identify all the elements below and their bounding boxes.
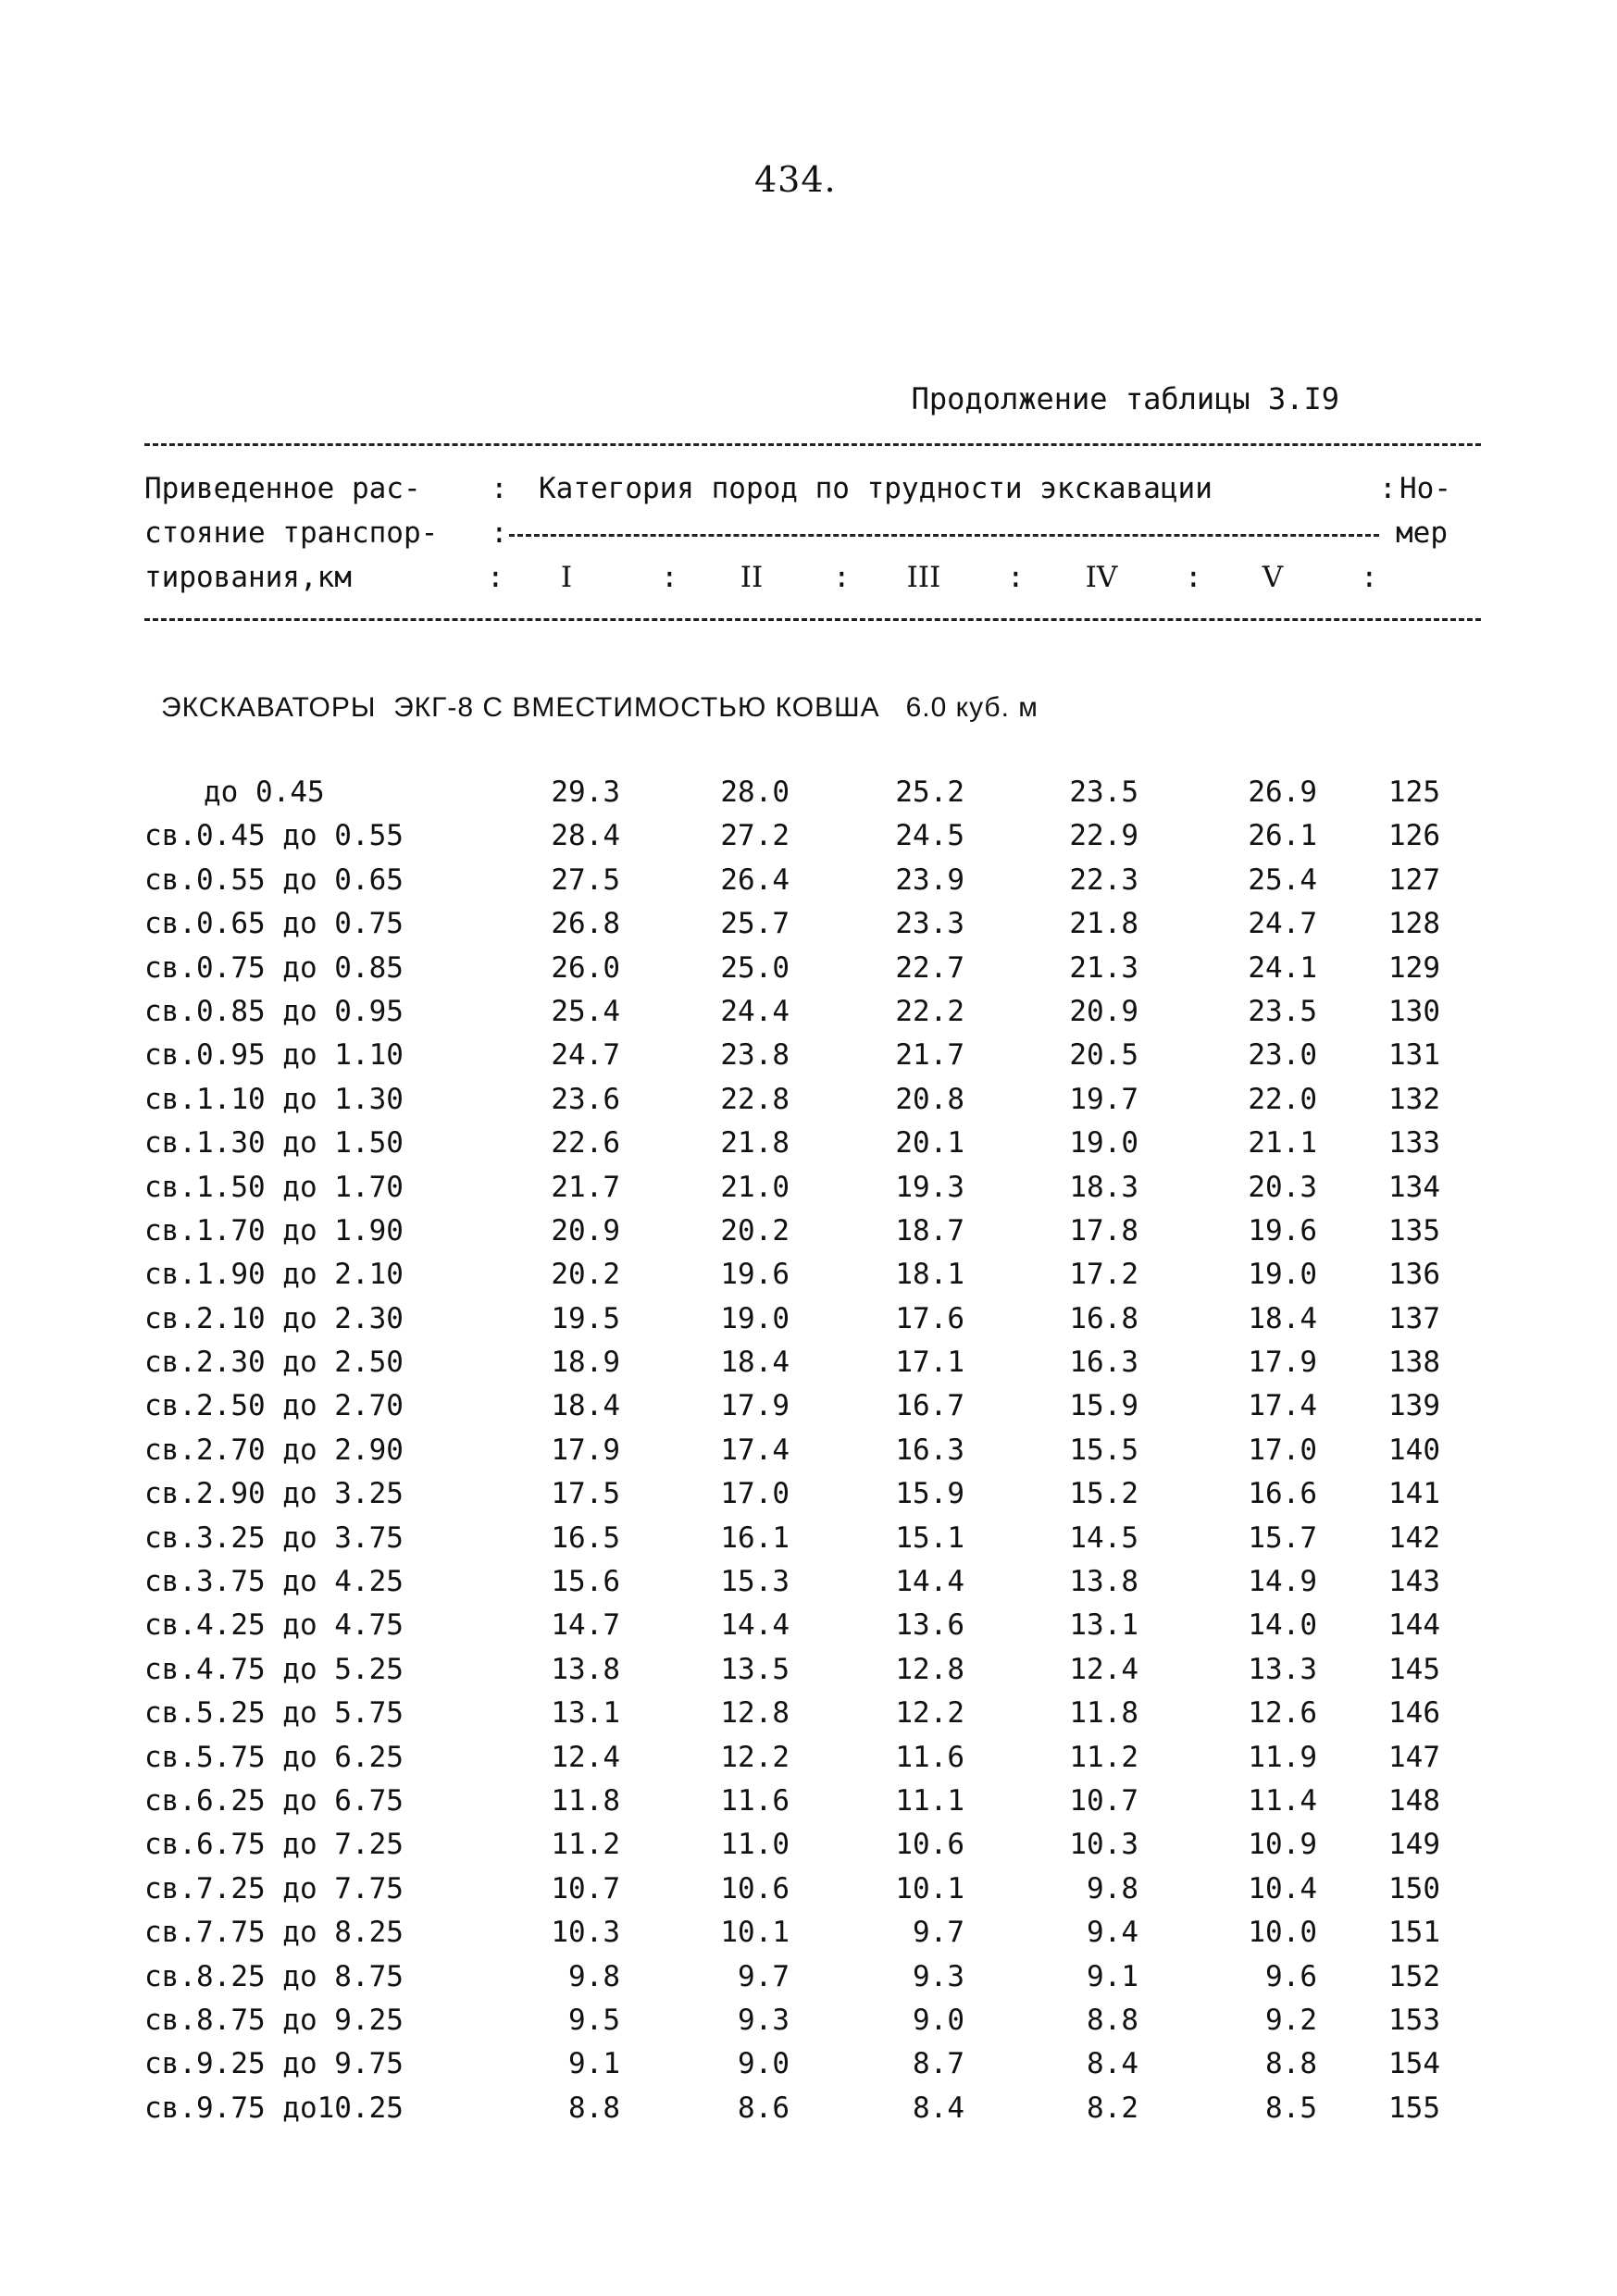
value-cell-category-3: 9.3	[913, 1959, 964, 1993]
value-cell-category-4: 11.2	[1069, 1740, 1138, 1774]
distance-cell: св.0.95 до 1.10	[144, 1038, 404, 1073]
table-top-rule	[144, 443, 1481, 446]
distance-cell: св.4.75 до 5.25	[144, 1652, 404, 1686]
distance-cell: св.9.25 до 9.75	[144, 2047, 404, 2081]
row-number-cell: 139	[1388, 1389, 1440, 1423]
row-number-cell: 143	[1388, 1565, 1440, 1599]
value-cell-category-2: 8.6	[738, 2091, 790, 2125]
value-cell-category-4: 13.8	[1069, 1565, 1138, 1599]
value-cell-category-2: 20.2	[720, 1213, 790, 1247]
table-row	[0, 1171, 1617, 1214]
table-row	[0, 1960, 1617, 2004]
row-number-cell: 131	[1388, 1038, 1440, 1073]
value-cell-category-3: 12.8	[895, 1652, 964, 1686]
value-cell-category-3: 20.8	[895, 1082, 964, 1116]
distance-cell: св.0.85 до 0.95	[144, 994, 404, 1028]
value-cell-category-5: 17.9	[1248, 1346, 1317, 1380]
table-row	[0, 1258, 1617, 1301]
value-cell-category-4: 8.4	[1087, 2047, 1138, 2081]
value-cell-category-5: 26.1	[1248, 819, 1317, 853]
row-number-cell: 150	[1388, 1871, 1440, 1905]
value-cell-category-5: 8.5	[1265, 2091, 1317, 2125]
value-cell-category-3: 9.7	[913, 1916, 964, 1950]
distance-cell: св.0.55 до 0.65	[144, 863, 404, 897]
value-cell-category-1: 14.7	[551, 1608, 620, 1643]
value-cell-category-2: 12.8	[720, 1696, 790, 1731]
value-cell-category-5: 26.9	[1248, 776, 1317, 809]
table-row	[0, 819, 1617, 863]
header-number-line1: Но-	[1399, 472, 1451, 505]
value-cell-category-5: 15.7	[1248, 1520, 1317, 1555]
header-distance-line3: тирования,км	[144, 561, 352, 594]
distance-cell: св.2.10 до 2.30	[144, 1301, 404, 1335]
value-cell-category-3: 9.0	[913, 2003, 964, 2037]
table-header-bottom-rule	[144, 618, 1481, 621]
distance-cell: до 0.45	[204, 776, 325, 809]
distance-cell: св.2.50 до 2.70	[144, 1389, 404, 1423]
value-cell-category-4: 13.1	[1069, 1608, 1138, 1643]
header-category-ii: II	[740, 561, 764, 594]
value-cell-category-1: 12.4	[551, 1740, 620, 1774]
value-cell-category-2: 9.7	[738, 1959, 790, 1993]
distance-cell: св.0.45 до 0.55	[144, 819, 404, 853]
table-row	[0, 1565, 1617, 1608]
table-row	[0, 1477, 1617, 1520]
value-cell-category-1: 27.5	[551, 863, 620, 897]
header-separator: :	[1185, 561, 1202, 594]
distance-cell: св.1.50 до 1.70	[144, 1170, 404, 1204]
header-category-i: I	[560, 561, 573, 594]
row-number-cell: 149	[1388, 1828, 1440, 1862]
value-cell-category-1: 19.5	[551, 1301, 620, 1335]
table-row	[0, 2091, 1617, 2135]
table-row	[0, 1784, 1617, 1828]
value-cell-category-4: 10.7	[1069, 1783, 1138, 1818]
value-cell-category-5: 10.0	[1248, 1916, 1317, 1950]
value-cell-category-1: 13.1	[551, 1696, 620, 1731]
distance-cell: св.6.75 до 7.25	[144, 1828, 404, 1862]
row-number-cell: 134	[1388, 1170, 1440, 1204]
header-separator: :	[1007, 561, 1025, 594]
row-number-cell: 146	[1388, 1696, 1440, 1731]
value-cell-category-2: 16.1	[720, 1520, 790, 1555]
distance-cell: св.1.70 до 1.90	[144, 1213, 404, 1247]
table-row	[0, 1916, 1617, 1959]
header-separator: :	[491, 472, 508, 505]
table-row	[0, 1521, 1617, 1565]
header-separator: :	[1379, 472, 1397, 505]
distance-cell: св.3.25 до 3.75	[144, 1520, 404, 1555]
value-cell-category-5: 17.4	[1248, 1389, 1317, 1423]
value-cell-category-1: 20.9	[551, 1213, 620, 1247]
row-number-cell: 133	[1388, 1126, 1440, 1160]
distance-cell: св.0.65 до 0.75	[144, 907, 404, 941]
value-cell-category-3: 23.9	[895, 863, 964, 897]
value-cell-category-3: 16.3	[895, 1433, 964, 1467]
value-cell-category-5: 24.7	[1248, 907, 1317, 941]
page-number: 434.	[754, 159, 837, 200]
value-cell-category-2: 28.0	[720, 776, 790, 809]
table-row	[0, 863, 1617, 907]
table-row	[0, 1083, 1617, 1126]
value-cell-category-3: 17.1	[895, 1346, 964, 1380]
header-category-iii: III	[906, 561, 941, 594]
distance-cell: св.8.25 до 8.75	[144, 1959, 404, 1993]
value-cell-category-4: 10.3	[1069, 1828, 1138, 1862]
value-cell-category-3: 8.4	[913, 2091, 964, 2125]
value-cell-category-2: 17.0	[720, 1477, 790, 1511]
value-cell-category-4: 17.8	[1069, 1213, 1138, 1247]
value-cell-category-1: 8.8	[568, 2091, 620, 2125]
value-cell-category-5: 18.4	[1248, 1301, 1317, 1335]
header-separator: :	[833, 561, 851, 594]
table-row	[0, 1302, 1617, 1346]
distance-cell: св.5.25 до 5.75	[144, 1696, 404, 1731]
table-body	[0, 776, 1617, 2135]
value-cell-category-2: 22.8	[720, 1082, 790, 1116]
value-cell-category-2: 13.5	[720, 1652, 790, 1686]
value-cell-category-5: 14.0	[1248, 1608, 1317, 1643]
table-row	[0, 907, 1617, 950]
value-cell-category-5: 25.4	[1248, 863, 1317, 897]
table-row	[0, 1696, 1617, 1740]
value-cell-category-3: 13.6	[895, 1608, 964, 1643]
table-row	[0, 2047, 1617, 2091]
table-row	[0, 776, 1617, 819]
value-cell-category-2: 18.4	[720, 1346, 790, 1380]
value-cell-category-1: 16.5	[551, 1520, 620, 1555]
table-row	[0, 1741, 1617, 1784]
distance-cell: св.5.75 до 6.25	[144, 1740, 404, 1774]
header-category-v: V	[1262, 561, 1284, 594]
value-cell-category-2: 12.2	[720, 1740, 790, 1774]
value-cell-category-5: 10.9	[1248, 1828, 1317, 1862]
value-cell-category-4: 21.3	[1069, 950, 1138, 985]
value-cell-category-2: 10.1	[720, 1916, 790, 1950]
value-cell-category-4: 23.5	[1069, 776, 1138, 809]
value-cell-category-2: 25.0	[720, 950, 790, 985]
row-number-cell: 130	[1388, 994, 1440, 1028]
value-cell-category-4: 22.3	[1069, 863, 1138, 897]
row-number-cell: 136	[1388, 1258, 1440, 1292]
value-cell-category-4: 19.7	[1069, 1082, 1138, 1116]
section-title: ЭКСКАВАТОРЫ ЭКГ-8 С ВМЕСТИМОСТЬЮ КОВША 6.0 куб. м	[161, 692, 1039, 723]
value-cell-category-5: 14.9	[1248, 1565, 1317, 1599]
value-cell-category-1: 28.4	[551, 819, 620, 853]
header-separator: :	[661, 561, 678, 594]
header-number-line2: мер	[1396, 516, 1448, 550]
value-cell-category-2: 27.2	[720, 819, 790, 853]
value-cell-category-3: 12.2	[895, 1696, 964, 1731]
value-cell-category-3: 11.1	[895, 1783, 964, 1818]
value-cell-category-1: 29.3	[551, 776, 620, 809]
value-cell-category-3: 20.1	[895, 1126, 964, 1160]
row-number-cell: 140	[1388, 1433, 1440, 1467]
value-cell-category-2: 19.6	[720, 1258, 790, 1292]
value-cell-category-3: 25.2	[895, 776, 964, 809]
value-cell-category-5: 16.6	[1248, 1477, 1317, 1511]
row-number-cell: 152	[1388, 1959, 1440, 1993]
value-cell-category-4: 15.9	[1069, 1389, 1138, 1423]
value-cell-category-4: 8.2	[1087, 2091, 1138, 2125]
value-cell-category-4: 9.1	[1087, 1959, 1138, 1993]
row-number-cell: 135	[1388, 1213, 1440, 1247]
row-number-cell: 141	[1388, 1477, 1440, 1511]
value-cell-category-3: 14.4	[895, 1565, 964, 1599]
distance-cell: св.8.75 до 9.25	[144, 2003, 404, 2037]
value-cell-category-5: 11.9	[1248, 1740, 1317, 1774]
table-caption: Продолжение таблицы 3.I9	[911, 381, 1339, 416]
value-cell-category-2: 23.8	[720, 1038, 790, 1073]
distance-cell: св.4.25 до 4.75	[144, 1608, 404, 1643]
row-number-cell: 127	[1388, 863, 1440, 897]
header-separator: :	[491, 516, 508, 550]
row-number-cell: 148	[1388, 1783, 1440, 1818]
value-cell-category-1: 10.7	[551, 1871, 620, 1905]
value-cell-category-4: 15.5	[1069, 1433, 1138, 1467]
value-cell-category-2: 17.4	[720, 1433, 790, 1467]
row-number-cell: 126	[1388, 819, 1440, 853]
header-separator: :	[1361, 561, 1378, 594]
row-number-cell: 142	[1388, 1520, 1440, 1555]
value-cell-category-5: 10.4	[1248, 1871, 1317, 1905]
value-cell-category-2: 17.9	[720, 1389, 790, 1423]
value-cell-category-4: 22.9	[1069, 819, 1138, 853]
value-cell-category-2: 9.0	[738, 2047, 790, 2081]
table-row	[0, 1828, 1617, 1871]
value-cell-category-2: 10.6	[720, 1871, 790, 1905]
row-number-cell: 138	[1388, 1346, 1440, 1380]
value-cell-category-1: 23.6	[551, 1082, 620, 1116]
value-cell-category-4: 16.8	[1069, 1301, 1138, 1335]
value-cell-category-3: 19.3	[895, 1170, 964, 1204]
value-cell-category-1: 13.8	[551, 1652, 620, 1686]
header-distance-line1: Приведенное рас-	[144, 472, 421, 505]
table-row	[0, 1126, 1617, 1170]
value-cell-category-5: 23.5	[1248, 994, 1317, 1028]
value-cell-category-3: 24.5	[895, 819, 964, 853]
value-cell-category-1: 26.0	[551, 950, 620, 985]
distance-cell: св.7.75 до 8.25	[144, 1916, 404, 1950]
value-cell-category-2: 19.0	[720, 1301, 790, 1335]
value-cell-category-5: 13.3	[1248, 1652, 1317, 1686]
value-cell-category-2: 9.3	[738, 2003, 790, 2037]
table-row	[0, 1433, 1617, 1477]
row-number-cell: 129	[1388, 950, 1440, 985]
row-number-cell: 154	[1388, 2047, 1440, 2081]
value-cell-category-2: 11.6	[720, 1783, 790, 1818]
distance-cell: св.9.75 до10.25	[144, 2091, 404, 2125]
header-category-iv: IV	[1085, 561, 1118, 594]
value-cell-category-3: 15.1	[895, 1520, 964, 1555]
table-row	[0, 1038, 1617, 1082]
table-row	[0, 951, 1617, 995]
header-distance-line2: стояние транспор-	[144, 516, 439, 550]
value-cell-category-2: 25.7	[720, 907, 790, 941]
value-cell-category-2: 15.3	[720, 1565, 790, 1599]
row-number-cell: 128	[1388, 907, 1440, 941]
value-cell-category-1: 18.4	[551, 1389, 620, 1423]
value-cell-category-1: 20.2	[551, 1258, 620, 1292]
value-cell-category-2: 14.4	[720, 1608, 790, 1643]
distance-cell: св.1.30 до 1.50	[144, 1126, 404, 1160]
value-cell-category-2: 26.4	[720, 863, 790, 897]
value-cell-category-5: 17.0	[1248, 1433, 1317, 1467]
value-cell-category-4: 19.0	[1069, 1126, 1138, 1160]
distance-cell: св.3.75 до 4.25	[144, 1565, 404, 1599]
table-row	[0, 995, 1617, 1038]
row-number-cell: 155	[1388, 2091, 1440, 2125]
value-cell-category-4: 14.5	[1069, 1520, 1138, 1555]
value-cell-category-5: 20.3	[1248, 1170, 1317, 1204]
value-cell-category-1: 9.8	[568, 1959, 620, 1993]
value-cell-category-5: 22.0	[1248, 1082, 1317, 1116]
header-inner-rule	[509, 534, 1379, 537]
value-cell-category-1: 26.8	[551, 907, 620, 941]
value-cell-category-1: 11.8	[551, 1783, 620, 1818]
value-cell-category-4: 8.8	[1087, 2003, 1138, 2037]
value-cell-category-3: 15.9	[895, 1477, 964, 1511]
table-row	[0, 1653, 1617, 1696]
value-cell-category-1: 15.6	[551, 1565, 620, 1599]
value-cell-category-5: 9.6	[1265, 1959, 1317, 1993]
row-number-cell: 125	[1388, 776, 1440, 809]
value-cell-category-4: 16.3	[1069, 1346, 1138, 1380]
value-cell-category-3: 17.6	[895, 1301, 964, 1335]
value-cell-category-2: 21.8	[720, 1126, 790, 1160]
row-number-cell: 132	[1388, 1082, 1440, 1116]
value-cell-category-4: 20.5	[1069, 1038, 1138, 1073]
header-separator: :	[487, 561, 504, 594]
value-cell-category-5: 19.0	[1248, 1258, 1317, 1292]
value-cell-category-1: 11.2	[551, 1828, 620, 1862]
distance-cell: св.1.10 до 1.30	[144, 1082, 404, 1116]
row-number-cell: 145	[1388, 1652, 1440, 1686]
value-cell-category-1: 25.4	[551, 994, 620, 1028]
value-cell-category-4: 17.2	[1069, 1258, 1138, 1292]
value-cell-category-1: 22.6	[551, 1126, 620, 1160]
distance-cell: св.7.25 до 7.75	[144, 1871, 404, 1905]
value-cell-category-5: 24.1	[1248, 950, 1317, 985]
row-number-cell: 137	[1388, 1301, 1440, 1335]
row-number-cell: 151	[1388, 1916, 1440, 1950]
distance-cell: св.1.90 до 2.10	[144, 1258, 404, 1292]
value-cell-category-4: 20.9	[1069, 994, 1138, 1028]
value-cell-category-1: 21.7	[551, 1170, 620, 1204]
value-cell-category-4: 11.8	[1069, 1696, 1138, 1731]
table-row	[0, 1389, 1617, 1433]
value-cell-category-1: 9.1	[568, 2047, 620, 2081]
value-cell-category-5: 23.0	[1248, 1038, 1317, 1073]
value-cell-category-5: 8.8	[1265, 2047, 1317, 2081]
distance-cell: св.2.30 до 2.50	[144, 1346, 404, 1380]
table-row	[0, 1872, 1617, 1916]
value-cell-category-1: 24.7	[551, 1038, 620, 1073]
row-number-cell: 144	[1388, 1608, 1440, 1643]
value-cell-category-3: 18.1	[895, 1258, 964, 1292]
value-cell-category-3: 21.7	[895, 1038, 964, 1073]
value-cell-category-3: 10.1	[895, 1871, 964, 1905]
value-cell-category-5: 19.6	[1248, 1213, 1317, 1247]
value-cell-category-4: 9.8	[1087, 1871, 1138, 1905]
value-cell-category-1: 17.5	[551, 1477, 620, 1511]
value-cell-category-3: 23.3	[895, 907, 964, 941]
value-cell-category-3: 22.2	[895, 994, 964, 1028]
value-cell-category-1: 18.9	[551, 1346, 620, 1380]
value-cell-category-2: 11.0	[720, 1828, 790, 1862]
distance-cell: св.2.70 до 2.90	[144, 1433, 404, 1467]
table-row	[0, 2004, 1617, 2047]
distance-cell: св.6.25 до 6.75	[144, 1783, 404, 1818]
value-cell-category-4: 12.4	[1069, 1652, 1138, 1686]
value-cell-category-1: 10.3	[551, 1916, 620, 1950]
value-cell-category-1: 9.5	[568, 2003, 620, 2037]
row-number-cell: 153	[1388, 2003, 1440, 2037]
value-cell-category-4: 15.2	[1069, 1477, 1138, 1511]
distance-cell: св.2.90 до 3.25	[144, 1477, 404, 1511]
value-cell-category-3: 18.7	[895, 1213, 964, 1247]
value-cell-category-1: 17.9	[551, 1433, 620, 1467]
value-cell-category-3: 11.6	[895, 1740, 964, 1774]
table-row	[0, 1214, 1617, 1258]
value-cell-category-4: 18.3	[1069, 1170, 1138, 1204]
table-row	[0, 1608, 1617, 1652]
value-cell-category-3: 10.6	[895, 1828, 964, 1862]
value-cell-category-4: 21.8	[1069, 907, 1138, 941]
value-cell-category-5: 9.2	[1265, 2003, 1317, 2037]
value-cell-category-2: 24.4	[720, 994, 790, 1028]
value-cell-category-3: 16.7	[895, 1389, 964, 1423]
value-cell-category-3: 22.7	[895, 950, 964, 985]
header-category-title: Категория пород по трудности экскавации	[539, 472, 1213, 505]
value-cell-category-3: 8.7	[913, 2047, 964, 2081]
value-cell-category-5: 21.1	[1248, 1126, 1317, 1160]
row-number-cell: 147	[1388, 1740, 1440, 1774]
table-row	[0, 1346, 1617, 1389]
value-cell-category-5: 11.4	[1248, 1783, 1317, 1818]
value-cell-category-2: 21.0	[720, 1170, 790, 1204]
value-cell-category-4: 9.4	[1087, 1916, 1138, 1950]
value-cell-category-5: 12.6	[1248, 1696, 1317, 1731]
distance-cell: св.0.75 до 0.85	[144, 950, 404, 985]
